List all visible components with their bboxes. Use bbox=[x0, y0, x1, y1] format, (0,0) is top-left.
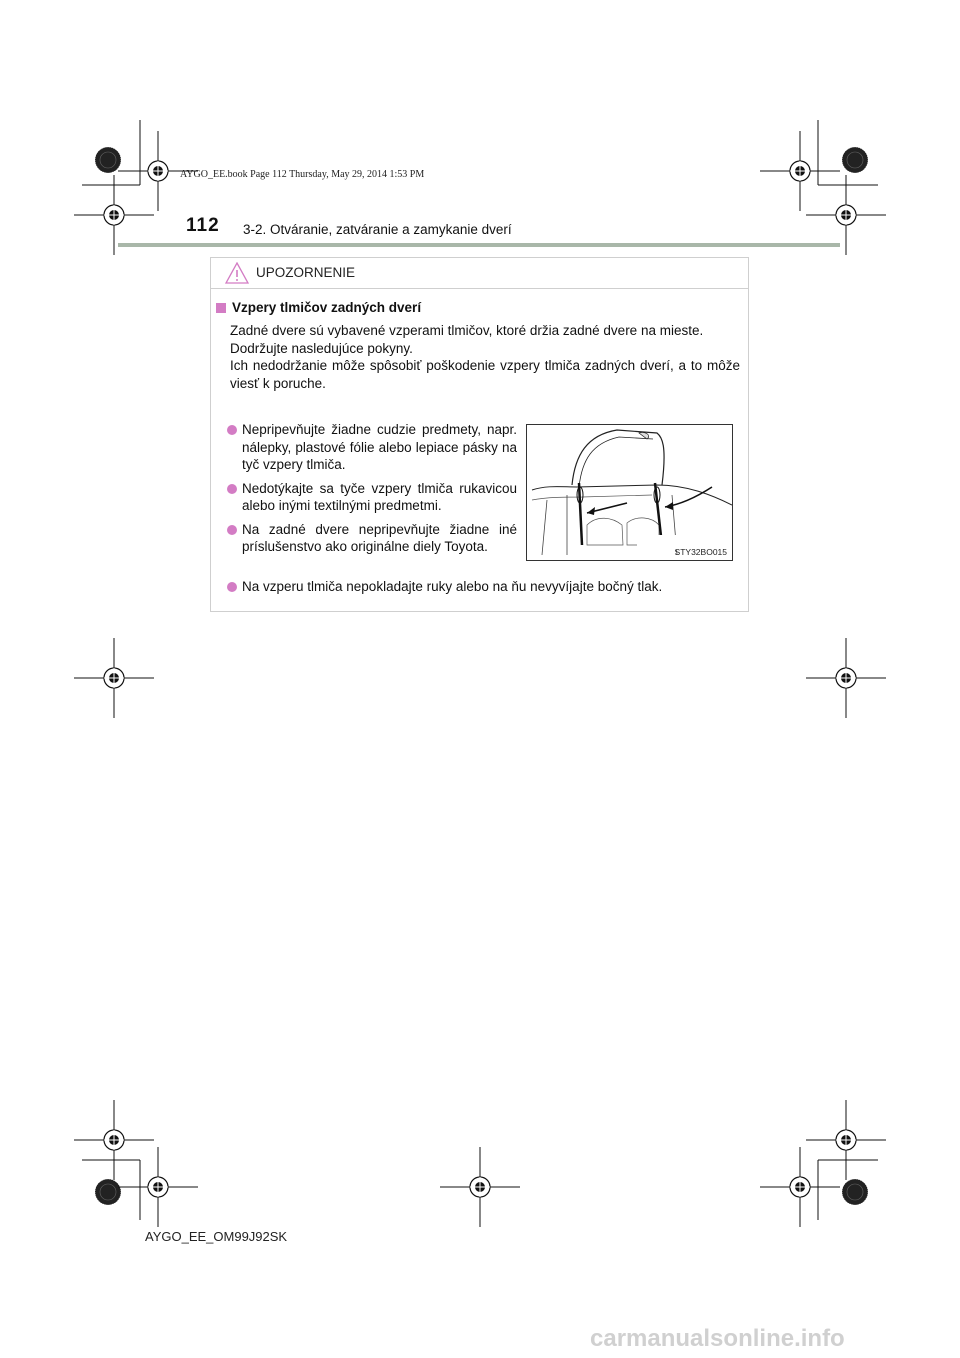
bullet-dot-icon bbox=[227, 525, 237, 535]
paragraph-line: Dodržujte nasledujúce pokyny. bbox=[230, 340, 413, 356]
watermark: carmanualsonline.info bbox=[590, 1325, 845, 1352]
list-item: Na vzperu tlmiča nepokladajte ruky alebo na ňu nevyvíjajte bočný tlak. bbox=[227, 578, 742, 596]
warning-paragraph bbox=[230, 322, 740, 392]
warning-header bbox=[211, 258, 748, 289]
warning-subheading: Vzpery tlmičov zadných dverí bbox=[216, 300, 421, 315]
warning-triangle-icon bbox=[225, 262, 249, 284]
bullet-dot-icon bbox=[227, 425, 237, 435]
tailgate-strut-illustration bbox=[527, 425, 732, 560]
page-number: 112 bbox=[186, 215, 220, 236]
list-item: Na zadné dvere nepripevňujte žiadne iné príslušenstvo ako originálne diely Toyota. bbox=[227, 521, 517, 556]
warning-box bbox=[210, 257, 749, 612]
footer-code: AYGO_EE_OM99J92SK bbox=[145, 1229, 288, 1244]
square-bullet-icon bbox=[216, 303, 226, 313]
list-item: Nepripevňujte žiadne cudzie predmety, napr. nálepky, plastové fólie alebo lepiace pásky na tyč vzpery tlmiča. bbox=[227, 421, 517, 474]
paragraph-line: Ich nedodržanie môže spôsobiť poškodenie vzpery tlmiča zadných dverí, a to môže viesť k poruche. bbox=[230, 358, 740, 391]
figure-code: STY32BO015 bbox=[674, 547, 727, 557]
bullet-dot-icon bbox=[227, 484, 237, 494]
bullet-list bbox=[227, 421, 517, 562]
header-rule bbox=[118, 243, 840, 247]
book-info: AYGO_EE.book Page 112 Thursday, May 29, 2014 1:53 PM bbox=[180, 169, 425, 180]
list-item: Nedotýkajte sa tyče vzpery tlmiča rukavicou alebo inými textilnými predmetmi. bbox=[227, 480, 517, 515]
section-title: 3-2. Otváranie, zatváranie a zamykanie dverí bbox=[243, 222, 512, 237]
paragraph-line: Zadné dvere sú vybavené vzperami tlmičov, ktoré držia zadné dvere na mieste. bbox=[230, 323, 704, 338]
bullet-dot-icon bbox=[227, 582, 237, 592]
warning-label: UPOZORNENIE bbox=[256, 265, 356, 280]
tailgate-figure bbox=[526, 424, 733, 561]
